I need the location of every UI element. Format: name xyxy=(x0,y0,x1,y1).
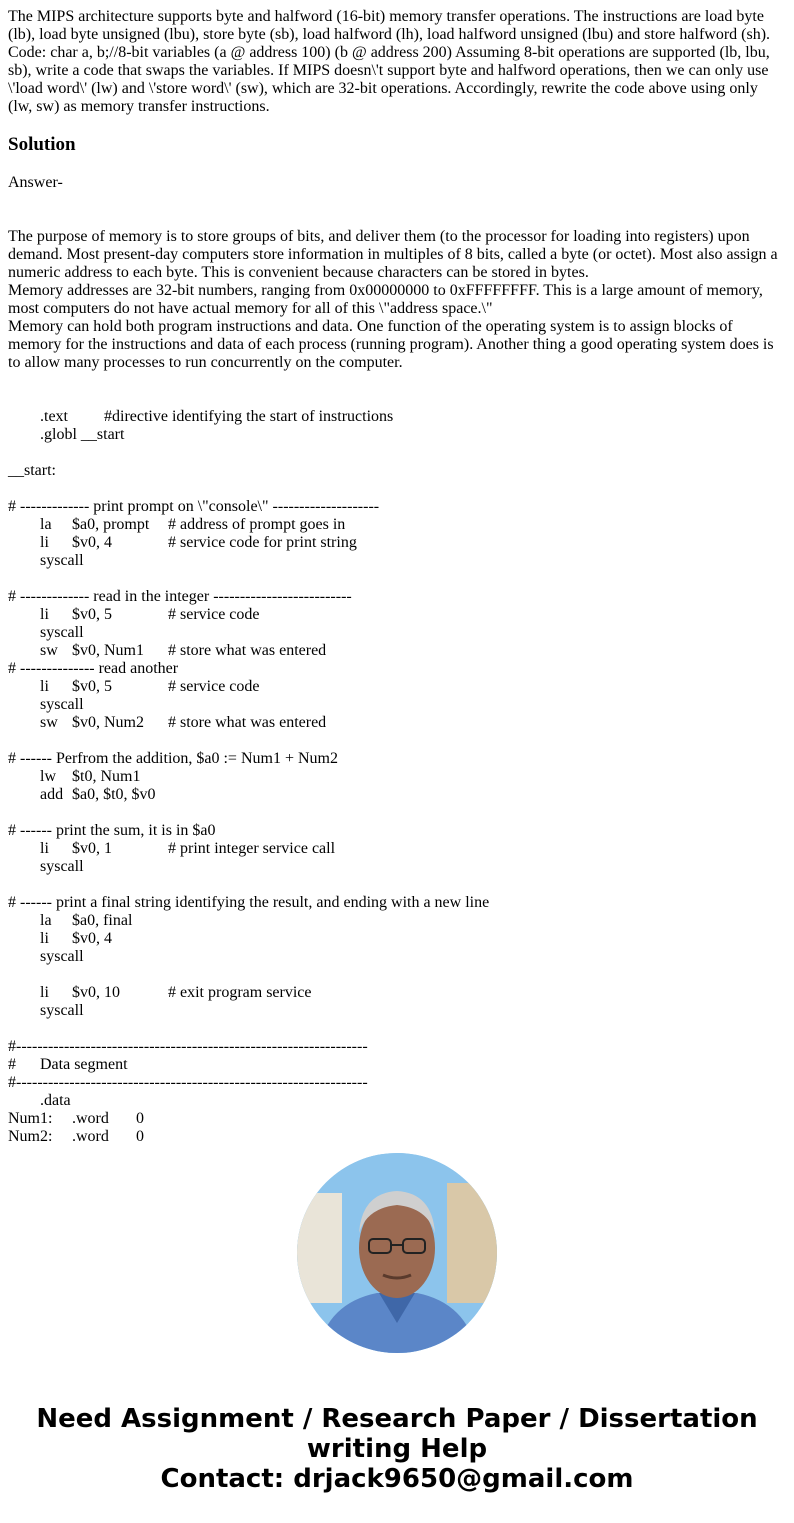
paragraph-memory-contents: Memory can hold both program instructions and data. One function of the operating system is to assign blocks of memory for the instructions and data of each process (running program). Another thing a good operating system does is to allow many processes to run concurrently on the computer. xyxy=(8,318,774,371)
footer-line-1: Need Assignment / Research Paper / Dissertation xyxy=(36,1404,758,1434)
person-photo-icon xyxy=(297,1153,497,1353)
promo-footer xyxy=(0,1404,794,1494)
footer-contact: Contact: drjack9650@gmail.com xyxy=(160,1464,634,1494)
mips-code-block: .text #directive identifying the start of instructions .globl __start __start: # ------------- print prompt on \"console\" -------------------- la $a0, prompt # address of prompt goes in li $v0, 4 # service code for print string syscall # ------------- read in the integer -------------------------- li $v0, 5 # service code syscall sw $v0, Num1 # store what was entered # -------------- read another li $v0, 5 # service code syscall sw $v0, Num2 # store what was entered # ------ Perfrom the addition, $a0 := Num1 + Num2 lw $t0, Num1 add $a0, $t0, $v0 # ------ print the sum, it is in $a0 li $v0, 1 # print integer service call syscall # ------ print a final string identifying the result, and ending with a new line la $a0, final li $v0, 4 syscall li $v0, 10 # exit program service syscall #------------------------------------------------------------------ # Data segment #------------------------------------------------------------------ .data Num1: .word 0 Num2: .word 0 xyxy=(8,408,490,1145)
paragraph-memory-purpose: The purpose of memory is to store groups of bits, and deliver them (to the processor for loading into registers) upon demand. Most present-day computers store information in multiples of 8 bits, called a byte (or octet). Most also assign a numeric address to each byte. This is convenient because characters can be stored in bytes. xyxy=(8,228,778,281)
answer-label: Answer- xyxy=(8,174,63,191)
footer-line-2: writing Help xyxy=(306,1434,488,1464)
question-text: The MIPS architecture supports byte and halfword (16-bit) memory transfer operations. The instructions are load byte (lb), load byte unsigned (lbu), store byte (sb), load halfword (lh), load halfword unsigned (lbu) and store halfword (sh). Code: char a, b;//8-bit variables (a @ address 100) (b @ address 200) Assuming 8-bit operations are supported (lb, lbu, sb), write a code that swaps the variables. If MIPS doesn\'t support byte and halfword operations, then we can only use \'load word\' (lw) and \'store word\' (sw), which are 32-bit operations. Accordingly, rewrite the code above using only (lw, sw) as memory transfer instructions. xyxy=(8,8,771,115)
author-avatar xyxy=(297,1153,497,1353)
solution-heading: Solution xyxy=(8,134,76,155)
paragraph-memory-addresses: Memory addresses are 32-bit numbers, ranging from 0x00000000 to 0xFFFFFFFF. This is a large amount of memory, most computers do not have actual memory for all of this \"address space.\" xyxy=(8,282,763,317)
